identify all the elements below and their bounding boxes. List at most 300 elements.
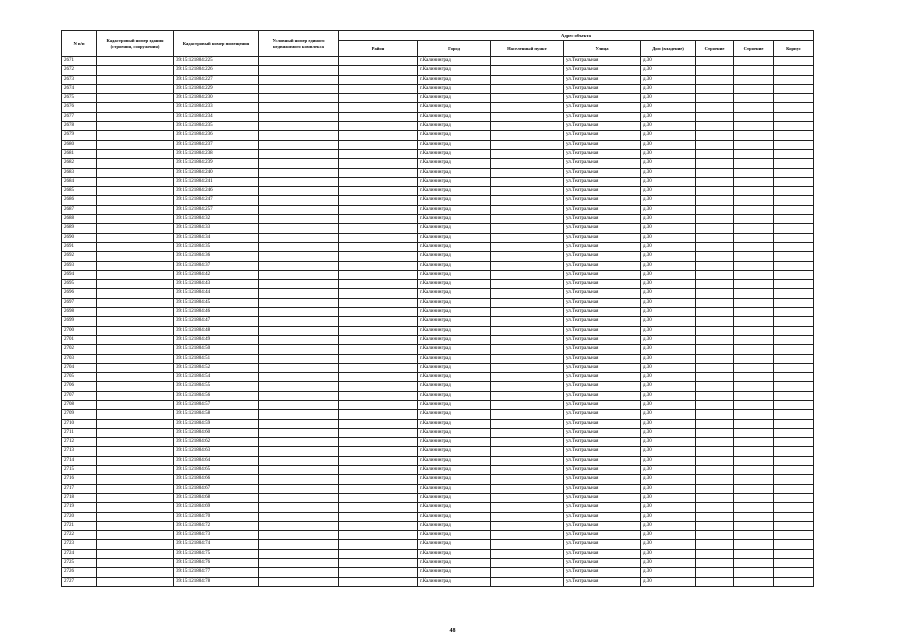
district-cell (339, 410, 418, 419)
city-cell: г.Калининград (418, 466, 491, 475)
korpus-cell (774, 84, 814, 93)
building-cadastral-cell (97, 187, 174, 196)
house-cell: д.30 (641, 94, 696, 103)
building-cadastral-cell (97, 354, 174, 363)
table-row (62, 187, 814, 196)
locality-cell (491, 419, 564, 428)
complex-number-cell (259, 196, 339, 205)
room-cadastral-cell: 39:15:121804:59 (174, 419, 259, 428)
city-cell: г.Калининград (418, 308, 491, 317)
complex-number-cell (259, 205, 339, 214)
table-row (62, 159, 814, 168)
house-cell: д.30 (641, 363, 696, 372)
header-structure: Строение (734, 41, 774, 57)
building-cadastral-cell (97, 568, 174, 577)
house-cell: д.30 (641, 540, 696, 549)
house-cell: д.30 (641, 345, 696, 354)
korpus-cell (774, 317, 814, 326)
building-cadastral-cell (97, 503, 174, 512)
table-row (62, 438, 814, 447)
district-cell (339, 131, 418, 140)
city-cell: г.Калининград (418, 261, 491, 270)
korpus-cell (774, 149, 814, 158)
structure-cell (734, 400, 774, 409)
complex-number-cell (259, 466, 339, 475)
street-cell: ул.Театральная (564, 112, 641, 121)
district-cell (339, 233, 418, 242)
building-cadastral-cell (97, 335, 174, 344)
street-cell: ул.Театральная (564, 317, 641, 326)
row-num-cell: 2705 (62, 373, 97, 382)
complex-number-cell (259, 503, 339, 512)
page-number: 48 (449, 628, 456, 634)
row-num-cell: 2718 (62, 493, 97, 502)
street-cell: ул.Театральная (564, 103, 641, 112)
room-cadastral-cell: 39:15:121804:42 (174, 270, 259, 279)
structure-cell (734, 568, 774, 577)
structure-cell (734, 280, 774, 289)
building-cadastral-cell (97, 549, 174, 558)
header-complex-number: Условный номер единого недвижимого комплекса (259, 31, 339, 57)
building-cell (696, 149, 734, 158)
street-cell: ул.Театральная (564, 540, 641, 549)
street-cell: ул.Театральная (564, 400, 641, 409)
building-cell (696, 559, 734, 568)
street-cell: ул.Театральная (564, 159, 641, 168)
district-cell (339, 354, 418, 363)
house-cell: д.30 (641, 177, 696, 186)
house-cell: д.30 (641, 335, 696, 344)
house-cell: д.30 (641, 66, 696, 75)
korpus-cell (774, 131, 814, 140)
korpus-cell (774, 373, 814, 382)
complex-number-cell (259, 559, 339, 568)
street-cell: ул.Театральная (564, 122, 641, 131)
complex-number-cell (259, 177, 339, 186)
building-cadastral-cell (97, 540, 174, 549)
row-num-cell: 2692 (62, 252, 97, 261)
row-num-cell: 2709 (62, 410, 97, 419)
building-cadastral-cell (97, 466, 174, 475)
header-locality: Населенный пункт (491, 41, 564, 57)
table-row (62, 503, 814, 512)
building-cadastral-cell (97, 224, 174, 233)
district-cell (339, 382, 418, 391)
complex-number-cell (259, 382, 339, 391)
row-num-cell: 2697 (62, 298, 97, 307)
house-cell: д.30 (641, 280, 696, 289)
district-cell (339, 252, 418, 261)
header-room-cadastral: Кадастровый номер помещения (174, 31, 259, 57)
house-cell: д.30 (641, 131, 696, 140)
korpus-cell (774, 549, 814, 558)
korpus-cell (774, 391, 814, 400)
table-row (62, 317, 814, 326)
korpus-cell (774, 568, 814, 577)
room-cadastral-cell: 39:15:121804:36 (174, 252, 259, 261)
header-house: Дом (владение) (641, 41, 696, 57)
complex-number-cell (259, 84, 339, 93)
house-cell: д.30 (641, 391, 696, 400)
table-row (62, 289, 814, 298)
city-cell: г.Калининград (418, 475, 491, 484)
house-cell: д.30 (641, 242, 696, 251)
street-cell: ул.Театральная (564, 410, 641, 419)
structure-cell (734, 326, 774, 335)
complex-number-cell (259, 410, 339, 419)
house-cell: д.30 (641, 559, 696, 568)
table-row (62, 103, 814, 112)
city-cell: г.Калининград (418, 512, 491, 521)
row-num-cell: 2715 (62, 466, 97, 475)
room-cadastral-cell: 39:15:121804:62 (174, 438, 259, 447)
table-row (62, 447, 814, 456)
structure-cell (734, 233, 774, 242)
house-cell: д.30 (641, 252, 696, 261)
complex-number-cell (259, 568, 339, 577)
district-cell (339, 112, 418, 121)
building-cadastral-cell (97, 159, 174, 168)
locality-cell (491, 84, 564, 93)
room-cadastral-cell: 39:15:121804:240 (174, 168, 259, 177)
city-cell: г.Калининград (418, 187, 491, 196)
district-cell (339, 447, 418, 456)
locality-cell (491, 242, 564, 251)
building-cell (696, 75, 734, 84)
locality-cell (491, 326, 564, 335)
row-num-cell: 2672 (62, 66, 97, 75)
building-cadastral-cell (97, 149, 174, 158)
locality-cell (491, 205, 564, 214)
complex-number-cell (259, 75, 339, 84)
house-cell: д.30 (641, 456, 696, 465)
building-cadastral-cell (97, 57, 174, 66)
building-cadastral-cell (97, 233, 174, 242)
complex-number-cell (259, 280, 339, 289)
complex-number-cell (259, 400, 339, 409)
table-row (62, 168, 814, 177)
district-cell (339, 326, 418, 335)
street-cell: ул.Театральная (564, 66, 641, 75)
district-cell (339, 205, 418, 214)
city-cell: г.Калининград (418, 345, 491, 354)
row-num-cell: 2719 (62, 503, 97, 512)
house-cell: д.30 (641, 466, 696, 475)
korpus-cell (774, 466, 814, 475)
structure-cell (734, 252, 774, 261)
korpus-cell (774, 456, 814, 465)
city-cell: г.Калининград (418, 75, 491, 84)
korpus-cell (774, 363, 814, 372)
complex-number-cell (259, 363, 339, 372)
building-cell (696, 540, 734, 549)
building-cadastral-cell (97, 531, 174, 540)
korpus-cell (774, 521, 814, 530)
complex-number-cell (259, 493, 339, 502)
structure-cell (734, 419, 774, 428)
city-cell: г.Калининград (418, 354, 491, 363)
street-cell: ул.Театральная (564, 205, 641, 214)
building-cell (696, 577, 734, 586)
row-num-cell: 2714 (62, 456, 97, 465)
row-num-cell: 2695 (62, 280, 97, 289)
korpus-cell (774, 559, 814, 568)
building-cell (696, 205, 734, 214)
structure-cell (734, 177, 774, 186)
complex-number-cell (259, 540, 339, 549)
city-cell: г.Калининград (418, 447, 491, 456)
complex-number-cell (259, 57, 339, 66)
korpus-cell (774, 493, 814, 502)
street-cell: ул.Театральная (564, 503, 641, 512)
room-cadastral-cell: 39:15:121804:46 (174, 308, 259, 317)
building-cadastral-cell (97, 419, 174, 428)
table-row (62, 205, 814, 214)
table-row (62, 131, 814, 140)
header-building-cadastral: Кадастровый номер здания (строения, сооружения) (97, 31, 174, 57)
building-cell (696, 335, 734, 344)
room-cadastral-cell: 39:15:121804:60 (174, 428, 259, 437)
locality-cell (491, 363, 564, 372)
building-cadastral-cell (97, 559, 174, 568)
row-num-cell: 2704 (62, 363, 97, 372)
table-row (62, 224, 814, 233)
street-cell: ул.Театральная (564, 568, 641, 577)
room-cadastral-cell: 39:15:121804:43 (174, 280, 259, 289)
locality-cell (491, 317, 564, 326)
locality-cell (491, 512, 564, 521)
district-cell (339, 84, 418, 93)
korpus-cell (774, 512, 814, 521)
district-cell (339, 521, 418, 530)
city-cell: г.Калининград (418, 540, 491, 549)
building-cadastral-cell (97, 391, 174, 400)
room-cadastral-cell: 39:15:121804:44 (174, 289, 259, 298)
row-num-cell: 2693 (62, 261, 97, 270)
district-cell (339, 280, 418, 289)
city-cell: г.Калининград (418, 577, 491, 586)
locality-cell (491, 410, 564, 419)
structure-cell (734, 317, 774, 326)
house-cell: д.30 (641, 373, 696, 382)
structure-cell (734, 242, 774, 251)
house-cell: д.30 (641, 503, 696, 512)
district-cell (339, 363, 418, 372)
building-cell (696, 400, 734, 409)
street-cell: ул.Театральная (564, 475, 641, 484)
korpus-cell (774, 475, 814, 484)
city-cell: г.Калининград (418, 298, 491, 307)
locality-cell (491, 466, 564, 475)
korpus-cell (774, 122, 814, 131)
district-cell (339, 484, 418, 493)
room-cadastral-cell: 39:15:121804:69 (174, 503, 259, 512)
building-cadastral-cell (97, 298, 174, 307)
korpus-cell (774, 103, 814, 112)
building-cell (696, 428, 734, 437)
room-cadastral-cell: 39:15:121804:66 (174, 475, 259, 484)
locality-cell (491, 159, 564, 168)
complex-number-cell (259, 149, 339, 158)
locality-cell (491, 335, 564, 344)
locality-cell (491, 373, 564, 382)
table-row (62, 326, 814, 335)
building-cell (696, 391, 734, 400)
room-cadastral-cell: 39:15:121804:233 (174, 103, 259, 112)
house-cell: д.30 (641, 159, 696, 168)
korpus-cell (774, 400, 814, 409)
building-cadastral-cell (97, 94, 174, 103)
complex-number-cell (259, 242, 339, 251)
building-cadastral-cell (97, 326, 174, 335)
table-row (62, 391, 814, 400)
city-cell: г.Калининград (418, 66, 491, 75)
row-num-cell: 2681 (62, 149, 97, 158)
building-cadastral-cell (97, 428, 174, 437)
table-row (62, 475, 814, 484)
building-cadastral-cell (97, 382, 174, 391)
street-cell: ул.Театральная (564, 168, 641, 177)
house-cell: д.30 (641, 261, 696, 270)
table-row (62, 75, 814, 84)
korpus-cell (774, 289, 814, 298)
row-num-cell: 2675 (62, 94, 97, 103)
street-cell: ул.Театральная (564, 512, 641, 521)
district-cell (339, 540, 418, 549)
complex-number-cell (259, 317, 339, 326)
locality-cell (491, 131, 564, 140)
korpus-cell (774, 484, 814, 493)
structure-cell (734, 549, 774, 558)
city-cell: г.Калининград (418, 410, 491, 419)
district-cell (339, 270, 418, 279)
complex-number-cell (259, 122, 339, 131)
street-cell: ул.Театральная (564, 549, 641, 558)
building-cell (696, 345, 734, 354)
structure-cell (734, 122, 774, 131)
city-cell: г.Калининград (418, 149, 491, 158)
street-cell: ул.Театральная (564, 75, 641, 84)
korpus-cell (774, 428, 814, 437)
house-cell: д.30 (641, 419, 696, 428)
house-cell: д.30 (641, 317, 696, 326)
locality-cell (491, 577, 564, 586)
building-cadastral-cell (97, 131, 174, 140)
building-cell (696, 466, 734, 475)
street-cell: ул.Театральная (564, 289, 641, 298)
table-row (62, 549, 814, 558)
street-cell: ул.Театральная (564, 242, 641, 251)
room-cadastral-cell: 39:15:121804:52 (174, 363, 259, 372)
room-cadastral-cell: 39:15:121804:78 (174, 577, 259, 586)
building-cadastral-cell (97, 456, 174, 465)
locality-cell (491, 503, 564, 512)
structure-cell (734, 503, 774, 512)
row-num-cell: 2713 (62, 447, 97, 456)
complex-number-cell (259, 419, 339, 428)
building-cadastral-cell (97, 493, 174, 502)
locality-cell (491, 252, 564, 261)
locality-cell (491, 149, 564, 158)
structure-cell (734, 559, 774, 568)
building-cell (696, 382, 734, 391)
street-cell: ул.Театральная (564, 382, 641, 391)
table-row (62, 484, 814, 493)
city-cell: г.Калининград (418, 270, 491, 279)
row-num-cell: 2711 (62, 428, 97, 437)
district-cell (339, 391, 418, 400)
building-cell (696, 131, 734, 140)
locality-cell (491, 103, 564, 112)
room-cadastral-cell: 39:15:121804:246 (174, 187, 259, 196)
city-cell: г.Калининград (418, 549, 491, 558)
structure-cell (734, 354, 774, 363)
district-cell (339, 419, 418, 428)
district-cell (339, 242, 418, 251)
city-cell: г.Калининград (418, 103, 491, 112)
row-num-cell: 2683 (62, 168, 97, 177)
table-row (62, 112, 814, 121)
structure-cell (734, 540, 774, 549)
structure-cell (734, 205, 774, 214)
complex-number-cell (259, 252, 339, 261)
building-cadastral-cell (97, 252, 174, 261)
locality-cell (491, 261, 564, 270)
structure-cell (734, 512, 774, 521)
building-cell (696, 531, 734, 540)
building-cell (696, 419, 734, 428)
building-cadastral-cell (97, 122, 174, 131)
building-cell (696, 159, 734, 168)
room-cadastral-cell: 39:15:121804:55 (174, 382, 259, 391)
locality-cell (491, 540, 564, 549)
room-cadastral-cell: 39:15:121804:237 (174, 140, 259, 149)
city-cell: г.Калининград (418, 391, 491, 400)
table-row (62, 242, 814, 251)
street-cell: ул.Театральная (564, 57, 641, 66)
house-cell: д.30 (641, 577, 696, 586)
complex-number-cell (259, 484, 339, 493)
street-cell: ул.Театральная (564, 131, 641, 140)
building-cadastral-cell (97, 447, 174, 456)
locality-cell (491, 122, 564, 131)
complex-number-cell (259, 270, 339, 279)
district-cell (339, 66, 418, 75)
room-cadastral-cell: 39:15:121804:76 (174, 559, 259, 568)
korpus-cell (774, 382, 814, 391)
row-num-cell: 2682 (62, 159, 97, 168)
district-cell (339, 466, 418, 475)
house-cell: д.30 (641, 531, 696, 540)
city-cell: г.Калининград (418, 94, 491, 103)
structure-cell (734, 103, 774, 112)
row-num-cell: 2717 (62, 484, 97, 493)
table-row (62, 149, 814, 158)
row-num-cell: 2698 (62, 308, 97, 317)
complex-number-cell (259, 512, 339, 521)
district-cell (339, 503, 418, 512)
house-cell: д.30 (641, 233, 696, 242)
room-cadastral-cell: 39:15:121804:49 (174, 335, 259, 344)
city-cell: г.Калининград (418, 57, 491, 66)
street-cell: ул.Театральная (564, 559, 641, 568)
building-cadastral-cell (97, 177, 174, 186)
complex-number-cell (259, 224, 339, 233)
street-cell: ул.Театральная (564, 373, 641, 382)
house-cell: д.30 (641, 410, 696, 419)
district-cell (339, 438, 418, 447)
structure-cell (734, 475, 774, 484)
